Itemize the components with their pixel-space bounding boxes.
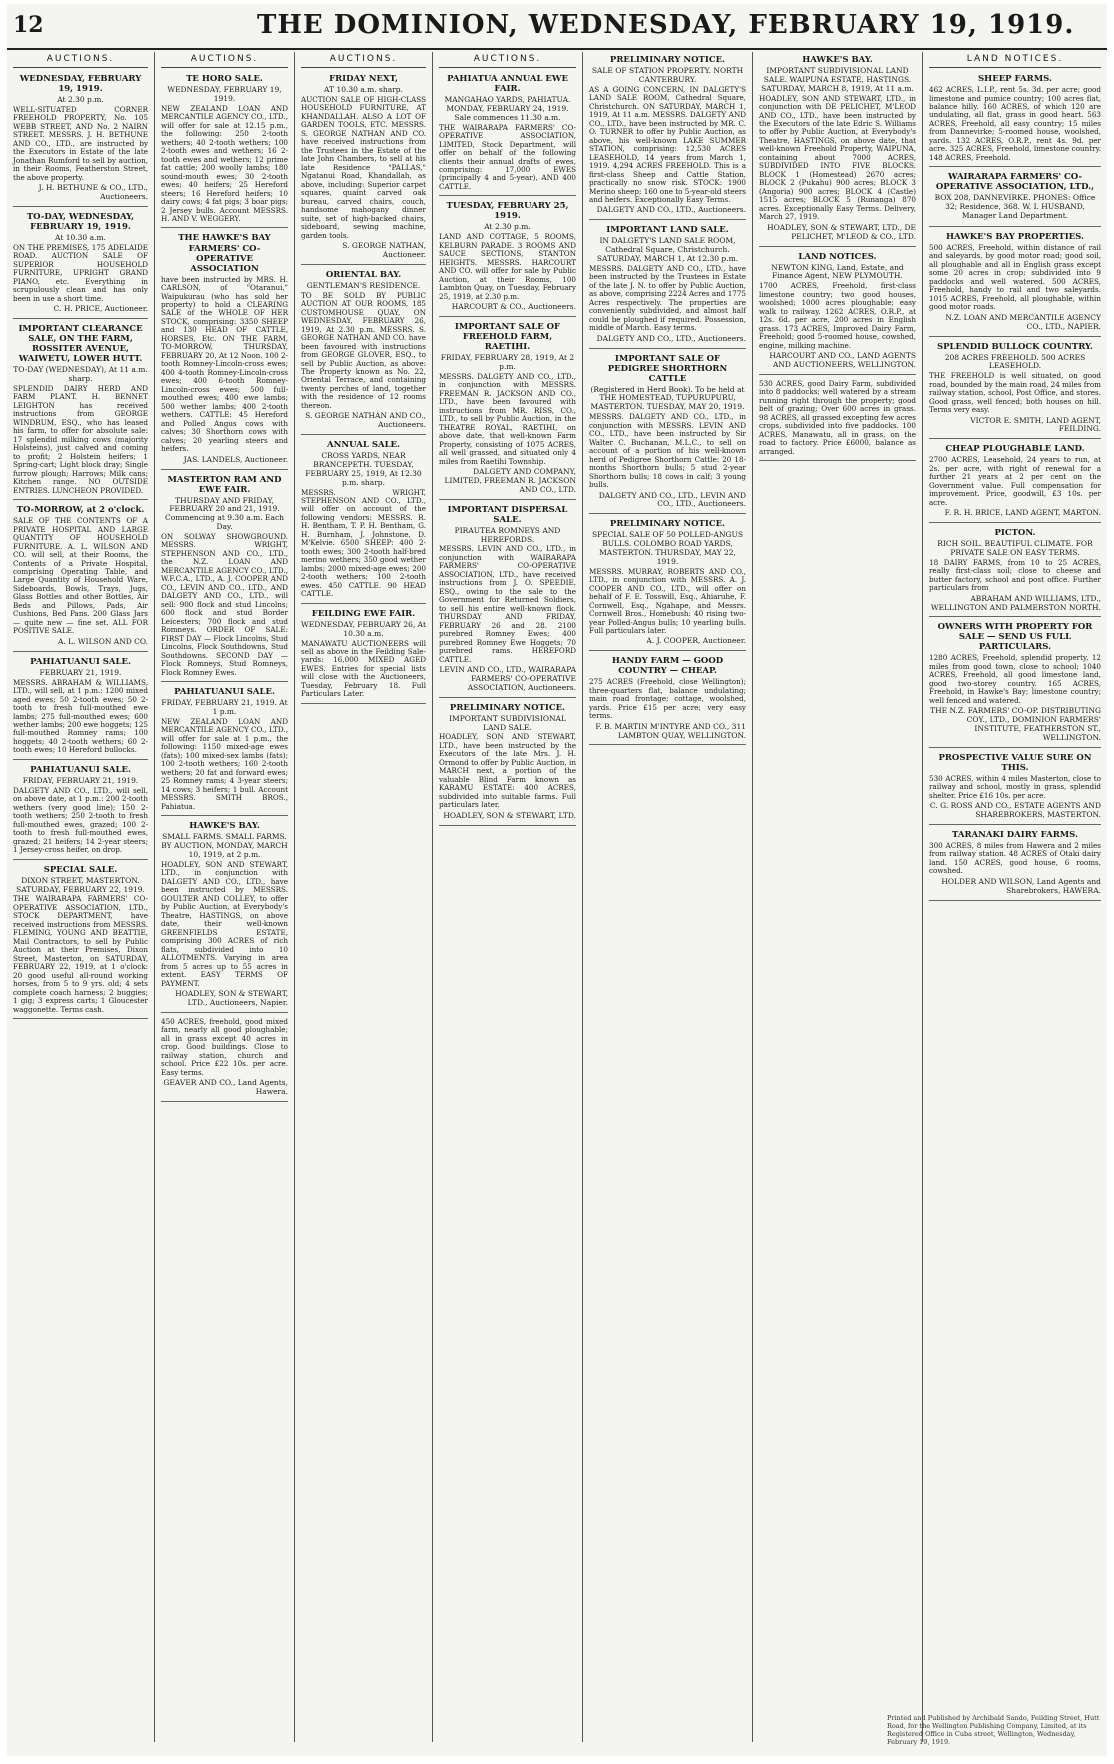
ad-subheading: RICH SOIL. BEAUTIFUL CLIMATE. FOR PRIVATE SALE ON EASY TERMS. — [937, 539, 1093, 557]
advertisement — [161, 684, 288, 816]
ad-body: MESSRS. DALGETY AND CO., LTD., have been instructed by the Trustees in Estate of the late J. N. to offer by Public Auction, as above, comprising 2224 Acres and 1775 Acres respectively. The properties are conveniently subdivided, and almost half could be ploughed if required. Possession, middle of March. Easy terms. — [589, 263, 746, 333]
ad-subheading: TO-DAY (WEDNESDAY), At 11 a.m. sharp. — [13, 365, 148, 383]
column-header: AUCTIONS. — [161, 52, 288, 68]
column-area — [7, 52, 1107, 1742]
column-7 — [923, 52, 1107, 1742]
advertisement — [13, 502, 148, 652]
ad-signature: DALGETY AND CO., LTD., Auctioneers. — [596, 205, 746, 215]
ad-heading: ORIENTAL BAY. — [325, 269, 402, 280]
ad-heading: SHEEP FARMS. — [978, 74, 1052, 84]
advertisement — [439, 71, 576, 196]
ad-signature: A. J. COOPER, Auctioneer. — [646, 636, 746, 646]
ad-body: WELL-SITUATED CORNER FREEHOLD PROPERTY, No. 105 WEBB STREET, AND No. 2 NAIRN STREET. MESSRS. J. H. BETHUNE AND CO., LTD., are instructed by the Executors in Estate of the late Jonathan Rumford to sell by auction, in their Rooms, Featherston Street, the above property. — [13, 104, 148, 182]
ad-body: SALE OF THE CONTENTS OF A PRIVATE HOSPITAL AND LARGE QUANTITY OF HOUSEHOLD FURNITURE. A. L. WILSON AND CO. will sell, at their Rooms, the Contents of a Private Hospital, comprising Operating Table, and Large Quantity of Household Ware, Sideboards, Bowls, Trays, Jugs, Glass Bottles and other Bottles, Air Beds and Pillows, Pads, Air Cushions, Bed Pans. 200 Glass Jars — quite new — fine set. ALL FOR POSITIVE SALE. — [13, 516, 148, 636]
ad-body: MESSRS. DALGETY AND CO., LTD., in conjunction with MESSRS. FREEMAN R. JACKSON AND CO., LTD., have been favoured with instructions from MR. RISS, CO., LTD., to sell by Public Auction, in the THEATRE ROYAL, RAETIHI, on above date, that well-known Farm Property, consisting of 1075 ACRES, all well grassed, and situated only 4 miles from Raetihi Township. — [439, 371, 576, 466]
ad-body: THE WAIRARAPA FARMERS' CO-OPERATIVE ASSOCIATION, LIMITED, Stock Department, will offer on behalf of the following clients their annual drafts of ewes, comprising: 17,000 EWES (principally 4 and 5-year), AND 400 CATTLE. — [439, 122, 576, 191]
ad-signature: S. GEORGE NATHAN AND CO., Auctioneers. — [305, 411, 426, 430]
advertisement — [929, 619, 1101, 747]
ad-signature: S. GEORGE NATHAN, Auctioneer. — [342, 241, 426, 259]
ad-body: DALGETY AND CO., LTD., will sell, on above date, at 1 p.m.: 200 2-tooth wethers (very good line); 150 2-tooth wethers; 250 2-tooth to fresh full-mouthed ewes, grazed; 100 2-tooth to fresh full-mouthed ewes, grazed; 21 heifers; 14 2-year steers; 1 Jersey-cross heifer, on drop. — [13, 785, 148, 855]
ad-signature: HOADLEY, SON & STEWART, LTD., Auctioneers, Napier. — [175, 989, 288, 1007]
ad-heading: IMPORTANT DISPERSAL SALE. — [447, 504, 568, 525]
advertisement — [759, 52, 916, 247]
ad-signature: J. H. BETHUNE & CO., LTD., Auctioneers. — [38, 183, 148, 202]
ad-body: AS A GOING CONCERN, IN DALGETY'S LAND SALE ROOM, Cathedral Square, Christchurch. ON SATURDAY, MARCH 1, 1919, At 11 a.m. MESSRS. DALGETY AND CO., LTD., have been instructed by MR. C. O. TURNER to offer by Public Auction, as above, his well-known LAKE SUMMER STATION, comprising: 12,530 ACRES LEASEHOLD, 14 years from March 1, 1919. 4,294 ACRES FREEHOLD. This is a first-class Sheep and Cattle Station, practically no snow risk. STOCK: 1900 Merino sheep; 160 one to 5-year-old steers and heifers. Exceptionally Easy Terms. — [589, 84, 746, 204]
ad-signature: C. G. ROSS AND CO., ESTATE AGENTS AND SHAREBROKERS, MASTERTON. — [929, 801, 1101, 820]
ad-heading: IMPORTANT LAND SALE. — [606, 225, 729, 236]
ad-heading: TE HORO SALE. — [186, 74, 263, 84]
ad-body: 275 ACRES (Freehold, close Wellington); three-quarters flat, balance undulating; main road frontage; cottage, woolshed, yards. Price £15 per acre; very easy terms. — [589, 677, 746, 721]
ad-signature: DALGETY AND CO., LTD., Auctioneers. — [596, 333, 746, 343]
ad-signature: ABRAHAM AND WILLIAMS, LTD., WELLINGTON AND PALMERSTON NORTH. — [930, 593, 1101, 612]
ad-body: have been instructed by MRS. H. CARLSON, of "Otaranui," Waipukurau (who has sold her property) to hold a CLEARING SALE of the WHOLE OF HER STOCK, comprising: 3350 SHEEP and 130 HEAD OF CATTLE, HORSES, Etc. ON THE FARM, TO-MORROW, THURSDAY, FEBRUARY 20, At 12 Noon. 100 2-tooth Romney-Lincoln-cross ewes; 400 4-tooth Romney-Lincoln-cross ewes; 400 6-tooth Romney-Lincoln-cross ewes; 500 full-mouthed ewes; 400 ewe lambs; 500 wether lambs; 400 2-tooth wethers. CATTLE: 45 Hereford and Polled Angus cows with calves; 30 Shorthorn cows with calves; 20 yearling steers and heifers. — [161, 274, 288, 454]
ad-body: 18 DAIRY FARMS, from 10 to 25 ACRES, really first-class soil; close to cheese and butter factory, school and post office. Further particulars from — [929, 557, 1101, 593]
ad-body: 500 ACRES, Freehold, within distance of rail and saleyards, by good motor road; good soil, all ploughable and all in English grass except some 20 acres in crop; subdivided into 9 paddocks and well watered. 500 ACRES, Freehold, handy to rail and two saleyards. 1015 ACRES, Freehold, all ploughable, within good motor roads. — [929, 242, 1101, 312]
advertisement — [589, 351, 746, 515]
ad-subheading: SPECIAL SALE OF 50 POLLED-ANGUS BULLS. COLOMBO ROAD YARDS, MASTERTON. THURSDAY, MAY 22, 1919. — [592, 530, 743, 566]
advertisement — [161, 472, 288, 683]
ad-body: LAND AND COTTAGE, 5 ROOMS, KELBURN PARADE. 3 ROOMS AND SAUCE SECTIONS, STANTON HEIGHTS. MESSRS. HARCOURT AND CO. will offer for sale by Public Auction, at their Rooms, 100 Lambton Quay, on Tuesday, February 25, 1919, at 2.30 p.m. — [439, 232, 576, 301]
column-header: AUCTIONS. — [13, 52, 148, 68]
ad-body: 300 ACRES, 8 miles from Hawera and 2 miles from railway station. 48 ACRES of Otaki dairy land. 150 ACRES, good house, 6 rooms, cowshed. — [929, 840, 1101, 876]
ad-body: NEW ZEALAND LOAN AND MERCANTILE AGENCY CO., LTD., will offer for sale at 12.15 p.m., the following: 250 2-tooth wethers; 40 2-tooth wethers; 100 2-tooth ewes and wethers; 16 2-tooth ewes and wethers; 12 prime fat cattle; 200 woolly lambs; 180 sound-mouth ewes; 30 2-tooth ewes; 40 heifers; 25 Hereford steers; 16 Hereford heifers; 10 dairy cows; 4 fat pigs; 3 boar pigs; 2 Jersey bulls. Account MESSRS. H. AND V. WEGGERY. — [161, 103, 288, 223]
ad-heading: SPLENDID BULLOCK COUNTRY. — [937, 341, 1093, 352]
ad-signature: GEAVER AND CO., Land Agents, Hawera. — [163, 1078, 288, 1096]
ad-body: 1700 ACRES, Freehold, first-class limestone country; two good houses, woolshed; 1000 acres ploughable; easy walk to railway. 1262 ACRES, O.R.P., at 12s. 6d. per acre, 200 acres in English grass. 173 ACRES, Improved Dairy Farm, Freehold; good 5-roomed house, cowshed, engine, milking machine. — [759, 281, 916, 350]
ad-subheading: IN DALGETY'S LAND SALE ROOM, Cathedral Square, Christchurch. SATURDAY, MARCH 1, At 12.30 p.m. — [596, 236, 739, 264]
ad-heading: WEDNESDAY, FEBRUARY 19, 1919. — [19, 74, 142, 95]
ad-heading: HANDY FARM — GOOD COUNTRY — CHEAP. — [611, 656, 724, 677]
ad-heading: ANNUAL SALE. — [327, 440, 400, 451]
ad-heading: IMPORTANT CLEARANCE SALE, ON THE FARM, ROSSITER AVENUE, WAIWETU, LOWER HUTT. — [18, 324, 143, 365]
ad-signature: LEVIN AND CO., LTD., WAIRARAPA FARMERS' CO-OPERATIVE ASSOCIATION, Auctioneers. — [439, 665, 576, 692]
ad-subheading: IMPORTANT SUBDIVISIONAL LAND SALE. — [449, 713, 566, 732]
ad-subheading: AT 10.30 a.m. sharp. — [324, 85, 403, 95]
ad-heading: PAHIATUANUI SALE. — [30, 656, 131, 667]
advertisement — [439, 502, 576, 698]
ad-subheading: At 2.30 p.m. — [57, 95, 104, 105]
ad-body: MESSRS. ABRAHAM & WILLIAMS, LTD., will sell, at 1 p.m.: 1200 mixed aged ewes; 50 2-tooth ewes; 50 2-tooth to fresh full-mouthed ewe lambs; 275 full-mouthed ewes; 600 wether lambs; 200 ewe hoggets; 125 full-mouthed Romney rams; 100 hoggets; 40 2-tooth wethers; 60 2-tooth ewes; 10 Hereford bullocks. — [13, 677, 148, 755]
page-number: 12 — [13, 12, 44, 38]
newspaper-page — [7, 4, 1107, 1756]
advertisement — [13, 762, 148, 860]
advertisement — [13, 209, 148, 319]
newspaper-title: THE DOMINION, WEDNESDAY, FEBRUARY 19, 1919. — [257, 10, 1075, 40]
ad-body: MANAWATU AUCTIONEERS will sell as above in the Feilding Sale-yards: 16,000 MIXED AGED EWES. Entries for special lists will close with the Auctioneers, Tuesday, February 18. Full Particulars Later. — [301, 638, 426, 699]
ad-signature: N.Z. LOAN AND MERCANTILE AGENCY CO., LTD., NAPIER. — [945, 312, 1101, 331]
ad-signature: THE N.Z. FARMERS' CO-OP. DISTRIBUTING COY., LTD., DOMINION FARMERS' INSTITUTE, FEATHERSTON ST., WELLINGTON. — [930, 706, 1101, 742]
advertisement — [13, 862, 148, 1019]
advertisement — [929, 71, 1101, 167]
ad-body: MESSRS. MURRAY, ROBERTS AND CO., LTD., in conjunction with MESSRS. A. J. COOPER AND CO., LTD., will offer on behalf of F. E. Tosswill, Esq., Ahiaruhe, F. Cornwell, Esq., Ngahape, and Messrs. Cornwell Bros., Homebush: 40 rising two-year Polled-Angus bulls; 10 yearling bulls. Full particulars later. — [589, 566, 746, 635]
ad-subheading: THURSDAY AND FRIDAY, FEBRUARY 20 and 21, 1919. Commencing at 9.30 a.m. Each Day. — [164, 495, 285, 532]
ad-heading: THE HAWKE'S BAY FARMERS' CO-OPERATIVE ASSOCIATION — [178, 233, 271, 274]
ad-subheading: 208 ACRES FREEHOLD. 500 ACRES LEASEHOLD. — [944, 352, 1086, 371]
column-5 — [583, 52, 753, 1742]
ad-body: 450 ACRES, freehold, good mixed farm, nearly all good ploughable; all in grass except 40 acres in crop. Good buildings. Close to railway station, church and school. Price £22 10s. per acre. Easy terms. — [161, 1016, 288, 1077]
column-3 — [295, 52, 433, 1742]
ad-heading: LAND NOTICES. — [798, 251, 877, 262]
advertisement — [161, 818, 288, 1013]
ad-subheading: (Registered in Herd Book). To be held at THE HOMESTEAD, TUPURUPURU, MASTERTON. TUESDAY, MAY 20, 1919. — [590, 384, 745, 412]
ad-heading: PRELIMINARY NOTICE. — [449, 702, 566, 713]
advertisement — [161, 230, 288, 469]
ad-body: 530 ACRES, good Dairy Farm, subdivided into 8 paddocks; well watered by a stream running right through the property; good belt of grazing; Over 600 acres in grass. 98 ACRES, all grassed excepting few acres crops, subdivided into five paddocks. 100 ACRES, Manawatu, all in grass, on the road to factory. Price £6000, balance as arranged. — [759, 378, 916, 456]
column-6 — [753, 52, 923, 1742]
ad-subheading: BOX 208, DANNEVIRKE. PHONES: Office 32; Residence, 368. W. I. HUSBAND, Manager Land Department. — [934, 193, 1096, 221]
ad-subheading: FRIDAY, FEBRUARY 28, 1919, At 2 p.m. — [440, 353, 575, 371]
ad-body: 2700 ACRES, Leasehold, 24 years to run, at 2s. per acre, with right of renewal for a further 21 years at 2 per cent on the Government value. Full compensation for improvement. Price, goodwill, £3 10s. per acre. — [929, 455, 1101, 507]
ad-subheading: FEBRUARY 21, 1919. — [39, 667, 122, 677]
ad-subheading: FRIDAY, FEBRUARY 21, 1919. At 1 p.m. — [161, 698, 288, 717]
ad-subheading: FRIDAY, FEBRUARY 21, 1919. — [22, 775, 139, 785]
advertisement — [13, 71, 148, 207]
ad-heading: PAHIATUANUI SALE. — [30, 764, 131, 775]
advertisement — [929, 339, 1101, 440]
ad-signature: HOADLEY, SON & STEWART, LTD., DE PELICHET, M'LEOD & CO., LTD. — [767, 222, 916, 241]
ad-subheading: NEWTON KING, Land, Estate, and Finance Agent, NEW PLYMOUTH. — [771, 262, 904, 281]
advertisement — [589, 52, 746, 220]
ad-heading: TO-DAY, WEDNESDAY, FEBRUARY 19, 1919. — [26, 211, 135, 232]
ad-heading: TO-MORROW, at 2 o'clock. — [16, 505, 145, 516]
ad-signature: HOLDER AND WILSON, Land Agents and Sharebrokers, HAWERA. — [941, 876, 1101, 895]
ad-body: HOADLEY, SON AND STEWART, LTD., in conjunction with DALGETY AND CO., LTD., have been instructed by MESSRS. GOULTER AND COLLEY, to offer by Public Auction, at Everybody's Theatre, HASTINGS, on above date, their well-known GREENFIELDS ESTATE, comprising 300 ACRES of rich flats, subdivided into 10 ALLOTMENTS. Varying in area from 5 acres up to 55 acres in extent. EASY TERMS OF PAYMENT. — [161, 859, 288, 988]
ad-body: SPLENDID DAIRY HERD AND FARM PLANT. H. BENNET LEIGHTON has received instructions from GEORGE WINDRUM, ESQ., who has leased his farm, to offer for absolute sale: 17 splendid milking cows (majority Holsteins), just calved and coming to profit; 2 Holstein heifers; 1 Spring-cart; Light block dray; Single furrow plough; Harrows; Milk cans; Kitchen range. NO OUTSIDE ENTRIES. LUNCHEON PROVIDED. — [13, 383, 148, 495]
advertisement — [13, 321, 148, 500]
ad-body: HOADLEY, SON AND STEWART, LTD., have been instructed by the Executors of the late Mrs. J. H. Ormond to offer by Public Auction, in MARCH next, a portion of the valuable Blind Farm known as KARAMU ESTATE: 400 ACRES, subdivided into suitable farms. Full particulars later. — [439, 732, 576, 810]
ad-heading: HAWKE'S BAY PROPERTIES. — [946, 231, 1084, 242]
advertisement — [589, 653, 746, 745]
ad-body: MESSRS. WRIGHT, STEPHENSON AND CO., LTD., will offer on account of the following vendors: MESSRS. R. H. Bentham, T. P. H. Bentham, G. H. Burnham, J. Johnstone, D. M'Kelvie. 6500 SHEEP: 400 2-tooth ewes; 300 2-tooth half-bred merino wethers; 350 good wether lambs; 2000 mixed-age ewes; 200 2-tooth wethers; 100 2-tooth ewes. 450 CATTLE. 90 HEAD CATTLE. — [301, 487, 426, 599]
ad-signature: F. R. H. BRICE, LAND AGENT, MARTON. — [944, 508, 1101, 518]
ad-body: 1280 ACRES, Freehold, splendid property, 12 miles from good town, close to school; 1040 ACRES, Freehold, all good limestone land, good two-storey country. 165 ACRES, Freehold, in Hawke's Bay; limestone country; well fenced and watered. — [929, 653, 1101, 705]
advertisement — [929, 750, 1101, 825]
ad-heading: PAHIATUANUI SALE. — [174, 687, 275, 698]
ad-subheading: GENTLEMAN'S RESIDENCE. — [306, 280, 421, 290]
ad-subheading: At 2.30 p.m. — [484, 222, 531, 232]
ad-body: 530 ACRES, within 4 miles Masterton, close to railway and school, mostly in grass, splendid shelter. Price £16 10s. per acre. — [929, 773, 1101, 800]
column-header: AUCTIONS. — [301, 52, 426, 68]
ad-signature: HARCOURT & CO., Auctioneers. — [451, 302, 576, 312]
ad-heading: HAWKE'S BAY. — [802, 55, 873, 65]
ad-heading: PROSPECTIVE VALUE SURE ON THIS. — [938, 752, 1092, 773]
advertisement — [759, 377, 916, 461]
ad-heading: WAIRARAPA FARMERS' CO-OPERATIVE ASSOCIATION, LTD., — [935, 172, 1095, 193]
ad-heading: IMPORTANT SALE OF FREEHOLD FARM, RAETIHI. — [454, 322, 561, 353]
advertisement — [161, 1015, 288, 1102]
ad-heading: OWNERS WITH PROPERTY FOR SALE — SEND US FULL PARTICULARS. — [937, 622, 1093, 653]
column-4 — [433, 52, 583, 1742]
column-2 — [155, 52, 295, 1742]
ad-signature: DALGETY AND COMPANY, LIMITED, FREEMAN R. JACKSON AND CO., LTD. — [444, 467, 576, 494]
advertisement — [589, 516, 746, 651]
ad-body: ON THE PREMISES, 175 ADELAIDE ROAD. AUCTION SALE OF SUPERIOR HOUSEHOLD FURNITURE, UPRIGHT GRAND PIANO, etc. Everything in scrupulously clean and has only been in use a short time. — [13, 242, 148, 303]
advertisement — [301, 606, 426, 704]
ad-subheading: At 10.30 a.m. — [55, 232, 106, 242]
ad-subheading: WEDNESDAY, FEBRUARY 19, 1919. — [167, 85, 282, 103]
ad-heading: CHEAP PLOUGHABLE LAND. — [945, 444, 1085, 455]
advertisement — [301, 267, 426, 435]
ad-body: HOADLEY, SON AND STEWART, LTD., in conjunction with DE PELICHET, M'LEOD AND CO., LTD., have been instructed by the Executors of the late Edric S. Williams to offer by Public Auction, at Everybody's Theatre, HASTINGS, on above date, that well-known Freehold Property, WAIPUNA, containing about 7000 ACRES, SUBDIVIDED INTO FIVE BLOCKS. BLOCK 1 (Homestead) 2670 acres; BLOCK 2 (Pukahu) 900 acres; BLOCK 3 (Angoria) 900 acres; BLOCK 4 (Castle) 1515 acres; BLOCK 5 (Runanga) 870 acres. Exceptionally Easy Terms. Delivery, March 27, 1919. — [759, 93, 916, 222]
ad-body: MESSRS. LEVIN AND CO., LTD., in conjunction with WAIRARAPA FARMERS' CO-OPERATIVE ASSOCIATION, LTD., have received instructions from J. O. SPEEDIE, ESQ., owing to the sale to the Government for Returned Soldiers, to sell his entire well-known flock. THURSDAY AND FRIDAY, FEBRUARY 26 and 28. 2100 purebred Romney Ewes; 400 purebred Romney Ewe Hoggets; 70 purebred rams. HEREFORD CATTLE. — [439, 544, 576, 664]
ad-signature: DALGETY AND CO., LTD., LEVIN AND CO., LTD., Auctioneers. — [598, 490, 746, 509]
advertisement — [589, 222, 746, 348]
ad-heading: SPECIAL SALE. — [43, 864, 118, 875]
advertisement — [439, 198, 576, 317]
advertisement — [929, 229, 1101, 337]
ad-subheading: MANGAHAO YARDS, PAHIATUA. MONDAY, FEBRUARY 24, 1919. Sale commences 11.30 a.m. — [444, 95, 571, 122]
advertisement — [759, 249, 916, 375]
advertisement — [13, 654, 148, 760]
ad-subheading: SMALL FARMS. SMALL FARMS. BY AUCTION, MONDAY, MARCH 10, 1919, at 2 p.m. — [161, 832, 288, 859]
ad-signature: F. B. MARTIN M'INTYRE AND CO., 311 LAMBTON QUAY, WELLINGTON. — [595, 721, 746, 740]
advertisement — [301, 437, 426, 604]
ad-heading: PRELIMINARY NOTICE. — [609, 519, 726, 530]
ad-signature: JAS. LANDELS, Auctioneer. — [183, 454, 288, 464]
ad-signature: VICTOR E. SMITH, LAND AGENT, FEILDING. — [970, 415, 1101, 434]
ad-heading: HAWKE'S BAY. — [189, 821, 260, 832]
ad-body: AUCTION SALE OF HIGH-CLASS HOUSEHOLD FURNITURE, AT KHANDALLAH. ALSO A LOT OF GARDEN TOOLS, ETC. MESSRS. S. GEORGE NATHAN AND CO. have received instructions from the Trustees in the Estate of the late John Chambers, to sell at his late Residence "PALLAS," Ngatanui Road, Khandallah, as above, including: Superior carpet squares, quaint carved oak bureau, carved chairs, couch, handsome mahogany dinner suite, set of high-backed chairs, sideboard, sewing machine, garden tools. — [301, 94, 426, 240]
ad-subheading: IMPORTANT SUBDIVISIONAL LAND SALE. WAIPUNA ESTATE, HASTINGS. SATURDAY, MARCH 8, 1919, At 11 a.m. — [761, 66, 914, 93]
advertisement — [439, 700, 576, 826]
ad-heading: MASTERTON RAM AND EWE FAIR. — [167, 474, 282, 495]
advertisement — [929, 525, 1101, 617]
ad-body: NEW ZEALAND LOAN AND MERCANTILE AGENCY CO., LTD., will offer for sale at 1 p.m., the following: 1150 mixed-age ewes (fats); 100 mixed-sex lambs (fats); 100 2-tooth wethers; 160 2-tooth wethers; 20 fat and forward ewes; 25 Romney rams; 4 3-year steers; 14 cows; 3 heifers; 1 bull. Account MESSRS. SMITH BROS., Pahiatua. — [161, 716, 288, 811]
column-1 — [7, 52, 155, 1742]
ad-subheading: WEDNESDAY, FEBRUARY 26, At 10.30 a.m. — [301, 619, 426, 638]
advertisement — [161, 71, 288, 228]
ad-body: TO BE SOLD BY PUBLIC AUCTION AT OUR ROOMS, 185 CUSTOMHOUSE QUAY, ON WEDNESDAY, FEBRUARY 26, 1919, At 2.30 p.m. MESSRS. S. GEORGE NATHAN AND CO. have been favoured with instructions from GEORGE GLOVER, ESQ., to sell by Public Auction, as above: The Property known as No. 22, Oriental Terrace, and containing twenty perches of land, together with the residence of 12 rooms thereon. — [301, 290, 426, 410]
ad-heading: IMPORTANT SALE OF PEDIGREE SHORTHORN CATTLE — [607, 353, 728, 384]
column-header: LAND NOTICES. — [929, 52, 1101, 68]
ad-heading: PAHIATUA ANNUAL EWE FAIR. — [447, 74, 568, 95]
ad-heading: TARANAKI DAIRY FARMS. — [952, 829, 1078, 840]
ad-subheading: PIRAUTEA ROMNEYS AND HEREFORDS. — [454, 525, 561, 544]
column-header: AUCTIONS. — [439, 52, 576, 68]
ad-subheading: CROSS YARDS, NEAR BRANCEPETH. TUESDAY, FEBRUARY 25, 1919, At 12.30 p.m. sharp. — [305, 451, 422, 487]
ad-subheading: SALE OF STATION PROPERTY. NORTH CANTERBURY. — [591, 66, 744, 84]
ad-body: THE FREEHOLD is well situated, on good road, bounded by the main road, 24 miles from railway station, school, Post Office, and stores. Good grass, well fenced; both houses on hill. Terms very easy. — [929, 371, 1101, 415]
advertisement — [301, 71, 426, 265]
ad-body: THE WAIRARAPA FARMERS' CO-OPERATIVE ASSOCIATION, LTD., STOCK DEPARTMENT, have received instructions from MESSRS. FLEMING, YOUNG AND BEATTIE, Mail Contractors, to sell by Public Auction at their Premises, Dixon Street, Masterton, on SATURDAY, FEBRUARY 22, 1919, at 1 o'clock: 20 good useful all-round working horses, from 5 to 9 yrs. old; 4 sets complete coach harness; 2 buggies; 1 gig; 3 express carts; 1 Gloucester waggonette. Terms cash. — [13, 894, 148, 1014]
ad-signature: C. H. PRICE, Auctioneer. — [53, 304, 148, 314]
ad-body: MESSRS. DALGETY AND CO., LTD., in conjunction with MESSRS. LEVIN AND CO., LTD., have been instructed by Sir Walter C. Buchanan, M.L.C., to sell on account of a portion of his well-known herd of Pedigree Shorthorn Cattle: 20 18-months Shorthorn bulls; 5 stud 2-year Shorthorn bulls; 18 cows in calf; 3 young bulls. — [589, 412, 746, 490]
advertisement — [439, 319, 576, 500]
ad-signature: HARCOURT AND CO., LAND AGENTS AND AUCTIONEERS, WELLINGTON. — [769, 351, 916, 369]
ad-heading: FEILDING EWE FAIR. — [311, 608, 416, 619]
ad-signature: A. L. WILSON AND CO. — [57, 636, 148, 646]
ad-body: 462 ACRES, L.I.P., rent 5s. 3d. per acre; good limestone and pumice country; 100 acres flat, balance hilly. 160 ACRES, of which 120 are undulating, all flat, grass in good heart. 563 ACRES, Freehold, all easy country; 15 miles from Dannevirke; 5-roomed house, woolshed, yards. 132 ACRES, O.R.P., rent 4s. 9d. per acre. 325 ACRES, Freehold, limestone country. 148 ACRES, Freehold. — [929, 85, 1101, 162]
ad-body: ON SOLWAY SHOWGROUND. MESSRS. WRIGHT, STEPHENSON AND CO., LTD., the N.Z. LOAN AND MERCANTILE AGENCY CO., LTD., W.F.C.A., LTD., A. J. COOPER AND CO., LEVIN AND CO., LTD., AND DALGETY AND CO., LTD., will sell: 900 flock and stud Lincolns; 600 flock and stud Border Leicesters; 700 flock and stud Romneys. ORDER OF SALE: FIRST DAY — Flock Lincolns, Stud Lincolns, Flock Southdowns, Stud Southdowns. SECOND DAY — Flock Romneys, Stud Romneys, Flock Romney Ewes. — [161, 531, 288, 677]
ad-signature: HOADLEY, SON & STEWART, LTD. — [443, 810, 576, 820]
ad-heading: TUESDAY, FEBRUARY 25, 1919. — [446, 201, 569, 222]
ad-subheading: DIXON STREET, MASTERTON. SATURDAY, FEBRUARY 22, 1919. — [16, 875, 145, 894]
advertisement — [929, 169, 1101, 227]
ad-heading: FRIDAY NEXT, — [329, 74, 398, 84]
advertisement — [929, 441, 1101, 523]
ad-heading: PRELIMINARY NOTICE. — [609, 55, 726, 65]
masthead — [7, 4, 1107, 50]
imprint: Printed and Published by Archibald Sando, Feilding Street, Hutt Road, for the Wellington Publishing Company, Limited, at its Registered Office in Cuba street, Wellington, Wednesday, February 19, 1919. — [887, 1714, 1100, 1746]
ad-heading: PICTON. — [994, 528, 1036, 539]
advertisement — [929, 827, 1101, 901]
